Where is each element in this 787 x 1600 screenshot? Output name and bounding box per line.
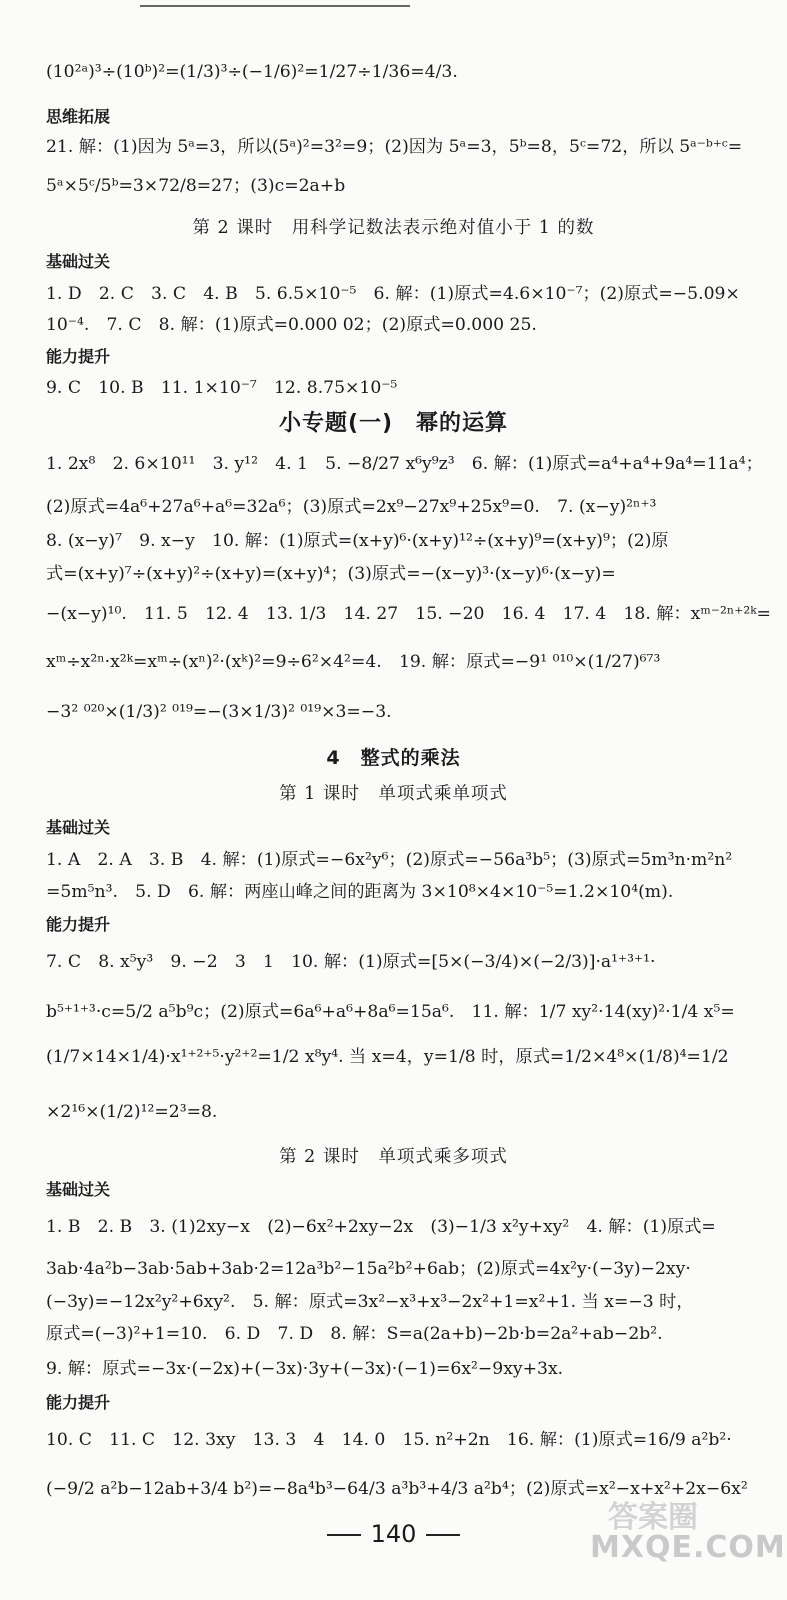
dash-right: [426, 1534, 460, 1536]
answer-line: −3² ⁰²⁰×(1/3)² ⁰¹⁹=−(3×1/3)² ⁰¹⁹×3=−3.: [46, 702, 392, 722]
answer-line: 1. D 2. C 3. C 4. B 5. 6.5×10⁻⁵ 6. 解：(1)原式=4.6×10⁻⁷；(2)原式=−5.09×: [46, 284, 740, 304]
section-heading: 基础过关: [46, 818, 111, 837]
answer-line: ×2¹⁶×(1/2)¹²=2³=8.: [46, 1102, 218, 1122]
answer-line: 3ab·4a²b−3ab·5ab+3ab·2=12a³b²−15a²b²+6ab；(2)原式=4x²y·(−3y)−2xy·: [46, 1259, 691, 1279]
chapter-title: 4 整式的乘法: [326, 747, 461, 769]
page-number-text: 140: [370, 1520, 417, 1548]
section-heading: 基础过关: [46, 1180, 111, 1199]
section-heading: 基础过关: [46, 252, 111, 271]
section-heading: 能力提升: [46, 915, 111, 934]
answer-line: −(x−y)¹⁰. 11. 5 12. 4 13. 1/3 14. 27 15. −20 16. 4 17. 4 18. 解：xᵐ⁻²ⁿ⁺²ᵏ=: [46, 604, 771, 624]
answer-line: 5ᵃ×5ᶜ/5ᵇ=3×72/8=27；(3)c=2a+b: [46, 176, 346, 196]
section-heading: 思维拓展: [46, 107, 111, 126]
dash-left: [327, 1534, 361, 1536]
answer-line: 10⁻⁴. 7. C 8. 解：(1)原式=0.000 02；(2)原式=0.000 25.: [46, 315, 537, 335]
answer-line: 1. A 2. A 3. B 4. 解：(1)原式=−6x²y⁶；(2)原式=−56a³b⁵；(3)原式=5m³n·m²n²: [46, 850, 733, 870]
answer-line: 1. 2x⁸ 2. 6×10¹¹ 3. y¹² 4. 1 5. −8/27 x⁶y⁹z³ 6. 解：(1)原式=a⁴+a⁴+9a⁴=11a⁴；: [46, 454, 763, 474]
answer-line: 9. 解：原式=−3x·(−2x)+(−3x)·3y+(−3x)·(−1)=6x²−9xy+3x.: [46, 1359, 564, 1379]
page-number: [0, 1518, 787, 1550]
answer-line: xᵐ÷x²ⁿ·x²ᵏ=xᵐ÷(xⁿ)²·(xᵏ)²=9÷6²×4²=4. 19. 解：原式=−9¹ ⁰¹⁰×(1/27)⁶⁷³: [46, 652, 661, 672]
answer-line: (−9/2 a²b−12ab+3/4 b²)=−8a⁴b³−64/3 a³b³+4/3 a²b⁴；(2)原式=x²−x+x²+2x−6x²: [46, 1479, 748, 1499]
answer-line: 7. C 8. x⁵y³ 9. −2 3 1 10. 解：(1)原式=[5×(−3/4)×(−2/3)]·a¹⁺³⁺¹·: [46, 952, 656, 972]
answer-line: (−3y)=−12x²y²+6xy². 5. 解：原式=3x²−x³+x³−2x²+1=x²+1. 当 x=−3 时，: [46, 1292, 694, 1312]
lesson-title: 第 2 课时 单项式乘多项式: [279, 1147, 508, 1167]
answer-line: 原式=(−3)²+1=10. 6. D 7. D 8. 解：S=a(2a+b)−2b·b=2a²+ab−2b².: [46, 1324, 663, 1344]
answer-line: (2)原式=4a⁶+27a⁶+a⁶=32a⁶；(3)原式=2x⁹−27x⁹+25x⁹=0. 7. (x−y)²ⁿ⁺³: [46, 497, 657, 517]
lesson-title: 第 1 课时 单项式乘单项式: [279, 784, 508, 804]
lesson-title: 第 2 课时 用科学记数法表示绝对值小于 1 的数: [192, 218, 595, 238]
answer-line: b⁵⁺¹⁺³·c=5/2 a⁵b⁹c；(2)原式=6a⁶+a⁶+8a⁶=15a⁶. 11. 解：1/7 xy²·14(xy)²·1/4 x⁵=: [46, 1002, 735, 1022]
answer-line: (10²ᵃ)³÷(10ᵇ)²=(1/3)³÷(−1/6)²=1/27÷1/36=4/3.: [46, 62, 458, 82]
answer-line: 式=(x+y)⁷÷(x+y)²÷(x+y)=(x+y)⁴；(3)原式=−(x−y)³·(x−y)⁶·(x−y)=: [46, 564, 616, 584]
watermark-logo: 答案圈: [608, 1500, 698, 1535]
answer-line: 21. 解：(1)因为 5ᵃ=3，所以(5ᵃ)²=3²=9；(2)因为 5ᵃ=3，5ᵇ=8，5ᶜ=72，所以 5ᵃ⁻ᵇ⁺ᶜ=: [46, 137, 743, 157]
answer-line: 9. C 10. B 11. 1×10⁻⁷ 12. 8.75×10⁻⁵: [46, 378, 398, 398]
section-heading: 能力提升: [46, 347, 111, 366]
section-heading: 能力提升: [46, 1393, 111, 1412]
topic-title: 小专题(一) 幂的运算: [278, 411, 509, 436]
top-rule: [140, 5, 410, 7]
answer-line: 1. B 2. B 3. (1)2xy−x (2)−6x²+2xy−2x (3)−1/3 x²y+xy² 4. 解：(1)原式=: [46, 1217, 716, 1237]
answer-line: 8. (x−y)⁷ 9. x−y 10. 解：(1)原式=(x+y)⁶·(x+y)¹²÷(x+y)⁹=(x+y)⁹；(2)原: [46, 531, 669, 551]
answer-line: 10. C 11. C 12. 3xy 13. 3 4 14. 0 15. n²+2n 16. 解：(1)原式=16/9 a²b²·: [46, 1430, 732, 1450]
answer-line: =5m⁵n³. 5. D 6. 解：两座山峰之间的距离为 3×10⁸×4×10⁻⁵=1.2×10⁴(m).: [46, 882, 674, 902]
answer-line: (1/7×14×1/4)·x¹⁺²⁺⁵·y²⁺²=1/2 x⁸y⁴. 当 x=4，y=1/8 时，原式=1/2×4⁸×(1/8)⁴=1/2: [46, 1047, 729, 1067]
watermark-text: MXQE.COM: [590, 1530, 786, 1565]
